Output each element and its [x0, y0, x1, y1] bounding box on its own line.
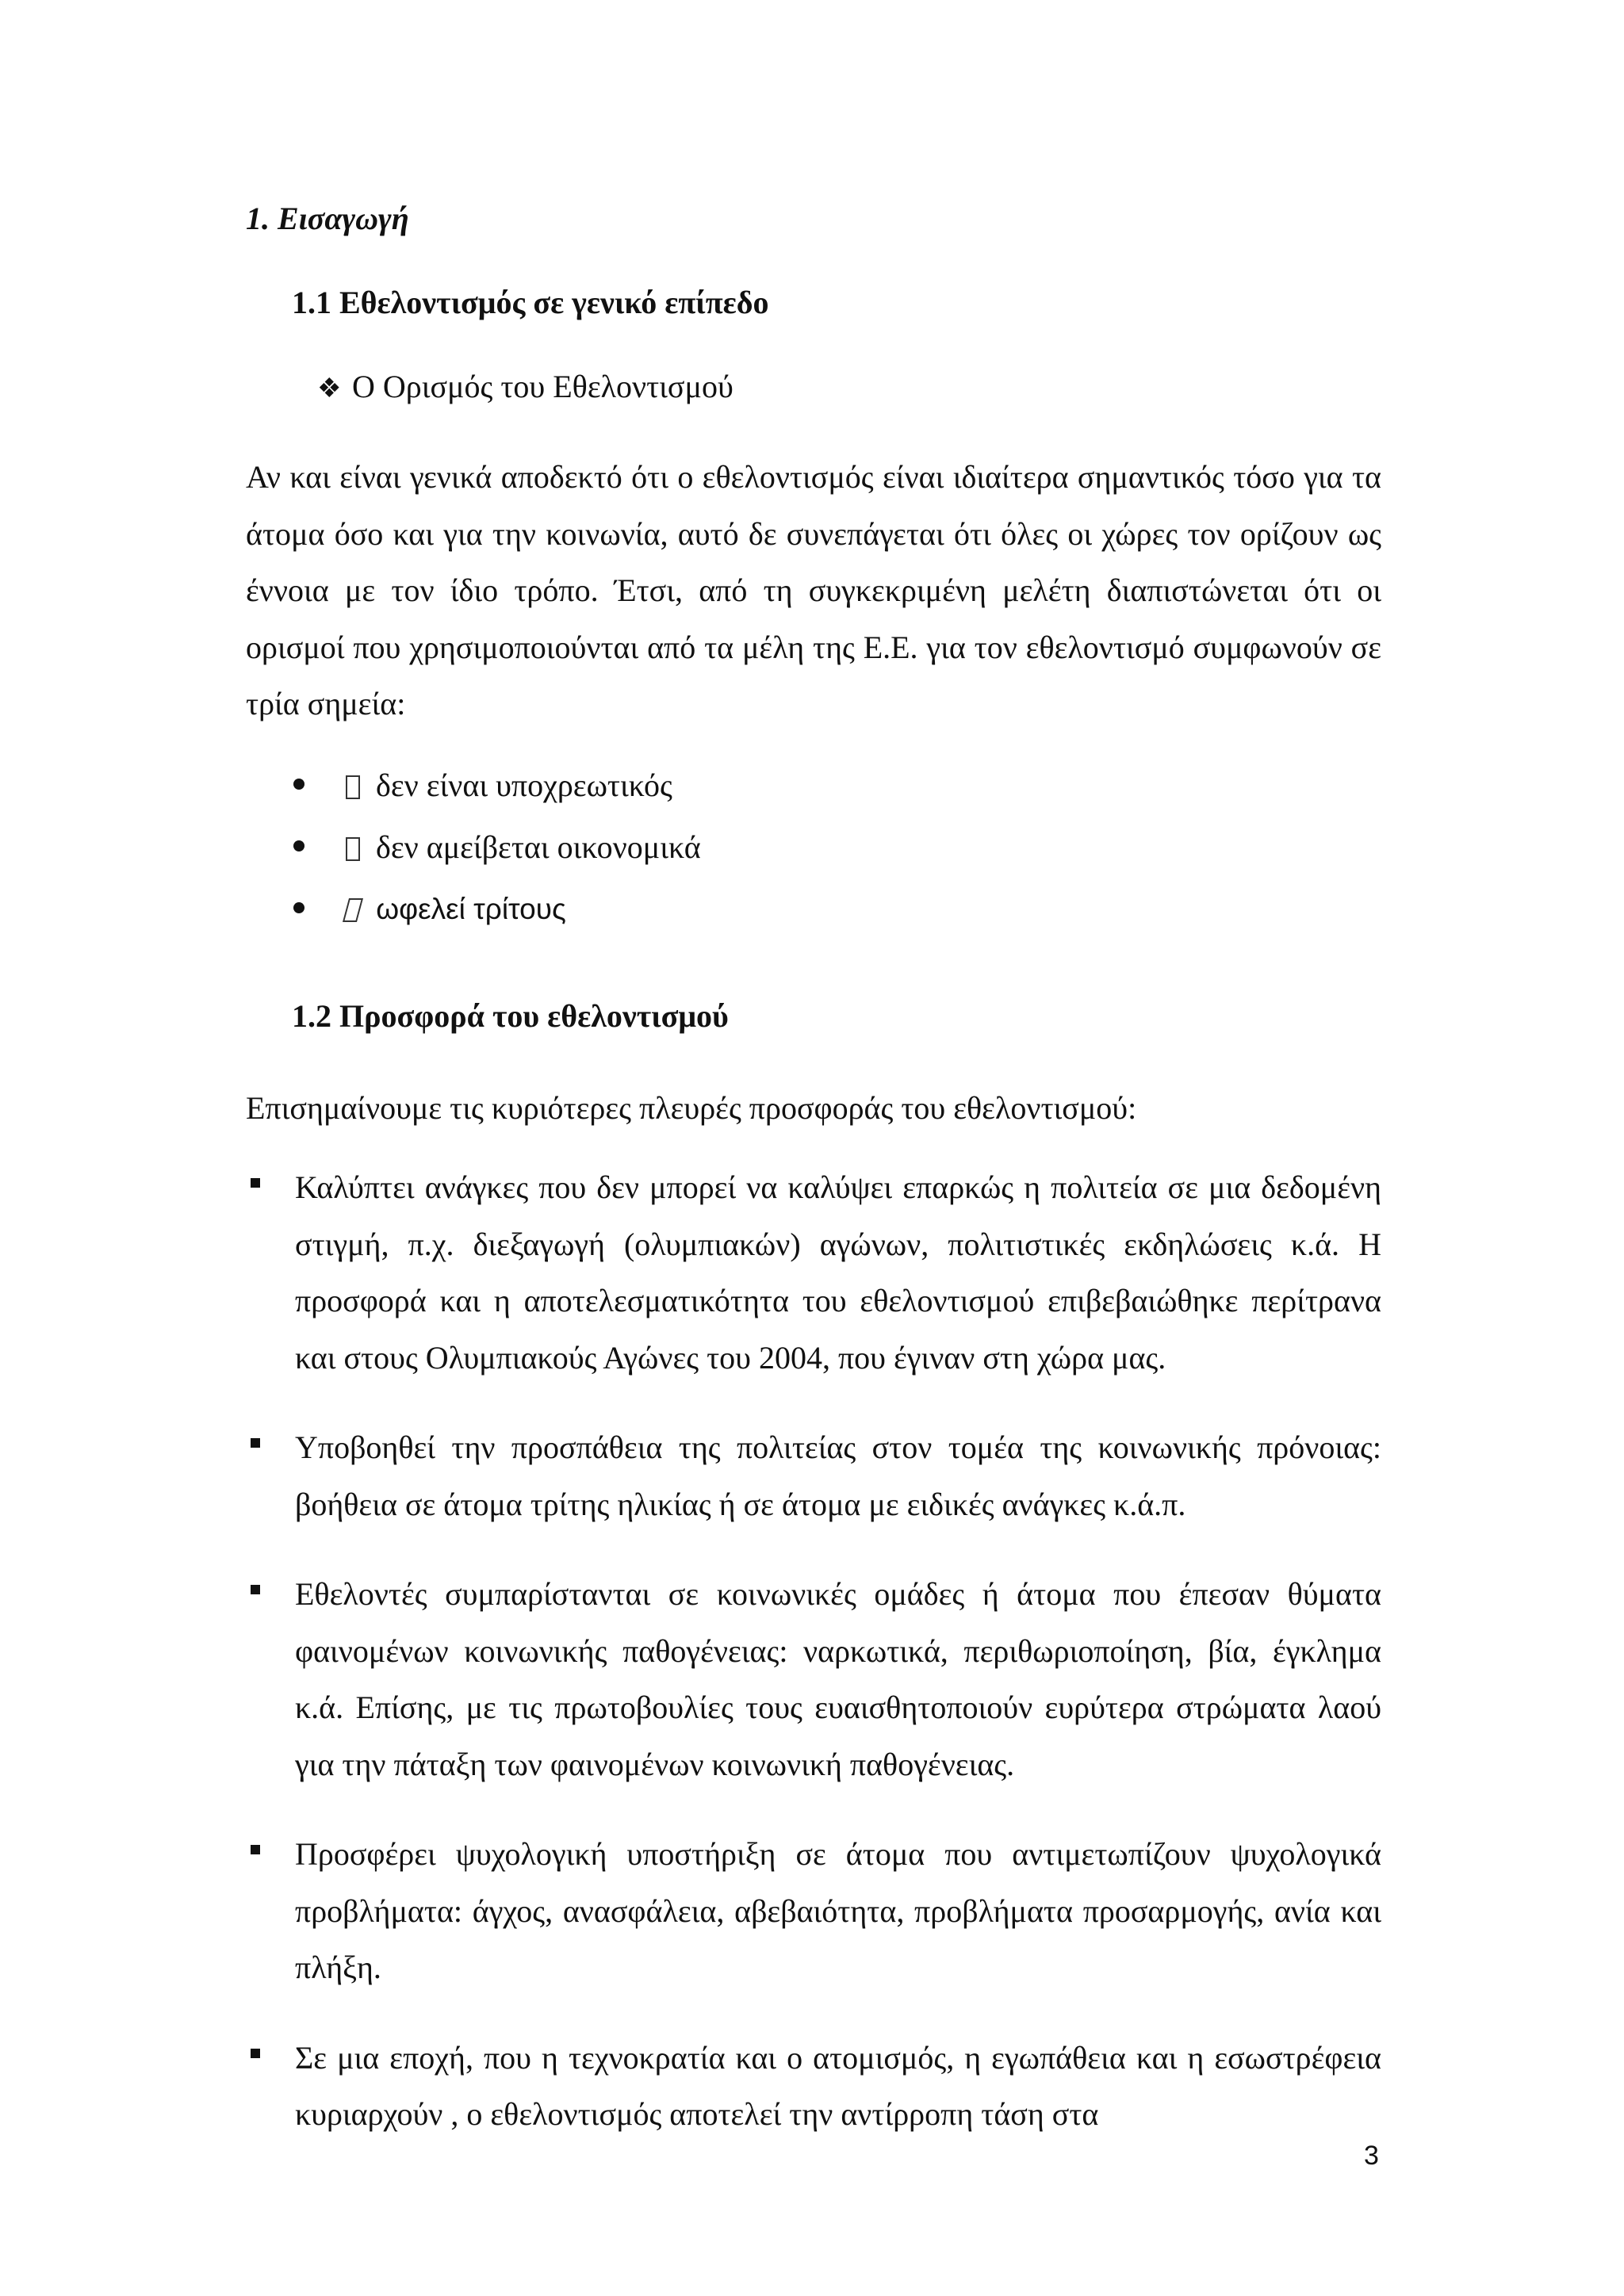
list-item	[293, 878, 701, 940]
bullet-dot-icon	[293, 779, 304, 790]
list-item	[293, 817, 701, 878]
list-item-text: Καλύπτει ανάγκες που δεν μπορεί να καλύψει επαρκώς η πολιτεία σε μια δεδομένη στιγμή, π.χ. διεξαγωγή (ολυμπιακών) αγώνων, πολιτιστικές εκδηλώσεις κ.ά. Η προσφορά και η αποτελεσματικότητα του εθελοντισμού επιβεβαιώθηκε περίτρανα και στους Ολυμπιακούς Αγώνες του 2004, που έγιναν στη χώρα μας.	[295, 1169, 1381, 1376]
list-item	[246, 1826, 1381, 1996]
list-item	[246, 2030, 1381, 2143]
list-item-text: Σε μια εποχή, που η τεχνοκρατία και ο ατομισμός, η εγωπάθεια και η εσωστρέφεια κυριαρχούν , ο εθελοντισμός αποτελεί την αντίρροπη τάση στα	[295, 2039, 1381, 2132]
definition-paragraph: Αν και είναι γενικά αποδεκτό ότι ο εθελοντισμός είναι ιδιαίτερα σημαντικός τόσο για τα άτομα όσο και για την κοινωνία, αυτό δε συνεπάγεται ότι όλες οι χώρες τον ορίζουν ως έννοια με τον ίδιο τρόπο. Έτσι, από τη συγκεκριμένη μελέτη διαπιστώνεται ότι οι ορισμοί που χρησιμοποιούνται από τα μέλη της Ε.Ε. για τον εθελοντισμό συμφωνούν σε τρία σημεία:	[246, 459, 1381, 721]
list-item-text: δεν είναι υποχρεωτικός	[376, 767, 672, 803]
list-item	[246, 1419, 1381, 1533]
list-item-text: Προσφέρει ψυχολογική υποστήριξη σε άτομα που αντιμετωπίζουν ψυχολογικά προβλήματα: άγχος, ανασφάλεια, αβεβαιότητα, προβλήματα προσαρμογής, ανία και πλήξη.	[295, 1836, 1381, 1985]
square-bullet-icon	[251, 1585, 260, 1594]
chapter-title: 1. Εισαγωγή	[246, 201, 409, 236]
definition-subheading-text: Ο Ορισμός του Εθελοντισμού	[352, 369, 733, 404]
list-item	[246, 1159, 1381, 1386]
list-item-text: ωφελεί τρίτους	[376, 893, 566, 925]
bullet-dot-icon	[293, 902, 304, 913]
definition-points-list	[293, 755, 701, 940]
list-item-text: δεν αμείβεται οικονομικά	[376, 829, 701, 865]
bullet-dot-icon	[293, 840, 304, 851]
list-item-text: Εθελοντές συμπαρίστανται σε κοινωνικές ομάδες ή άτομα που έπεσαν θύματα φαινομένων κοινωνικής παθογένειας: ναρκωτικά, περιθωριοποίηση, βία, έγκλημα κ.ά. Επίσης, με τις πρωτοβουλίες τους ευαισθητοποιούν ευρύτερα στρώματα λαού για την πάταξη των φαινομένων κοινωνική παθογένειας.	[295, 1576, 1381, 1782]
square-bullet-icon	[251, 2049, 260, 2058]
square-bullet-icon	[251, 1438, 260, 1448]
offer-items-list	[246, 1159, 1381, 2176]
definition-subheading	[317, 365, 733, 411]
section-heading-1-2: 1.2 Προσφορά του εθελοντισμού	[292, 998, 729, 1034]
diamond-bullet-icon: ❖	[317, 374, 342, 404]
list-item	[246, 1566, 1381, 1793]
page-number: 3	[1364, 2141, 1379, 2171]
missing-glyph-icon	[343, 898, 363, 922]
square-bullet-icon	[251, 1178, 260, 1188]
section-heading-1-1: 1.1 Εθελοντισμός σε γενικό επίπεδο	[292, 285, 769, 320]
list-item	[293, 755, 701, 817]
offer-intro-paragraph: Επισημαίνουμε τις κυριότερες πλευρές προσφοράς του εθελοντισμού:	[246, 1090, 1137, 1126]
list-item-text: Υποβοηθεί την προσπάθεια της πολιτείας στον τομέα της κοινωνικής πρόνοιας: βοήθεια σε άτομα τρίτης ηλικίας ή σε άτομα με ειδικές ανάγκες κ.ά.π.	[295, 1429, 1381, 1522]
missing-glyph-icon	[346, 775, 360, 799]
square-bullet-icon	[251, 1845, 260, 1854]
missing-glyph-icon	[346, 837, 360, 861]
